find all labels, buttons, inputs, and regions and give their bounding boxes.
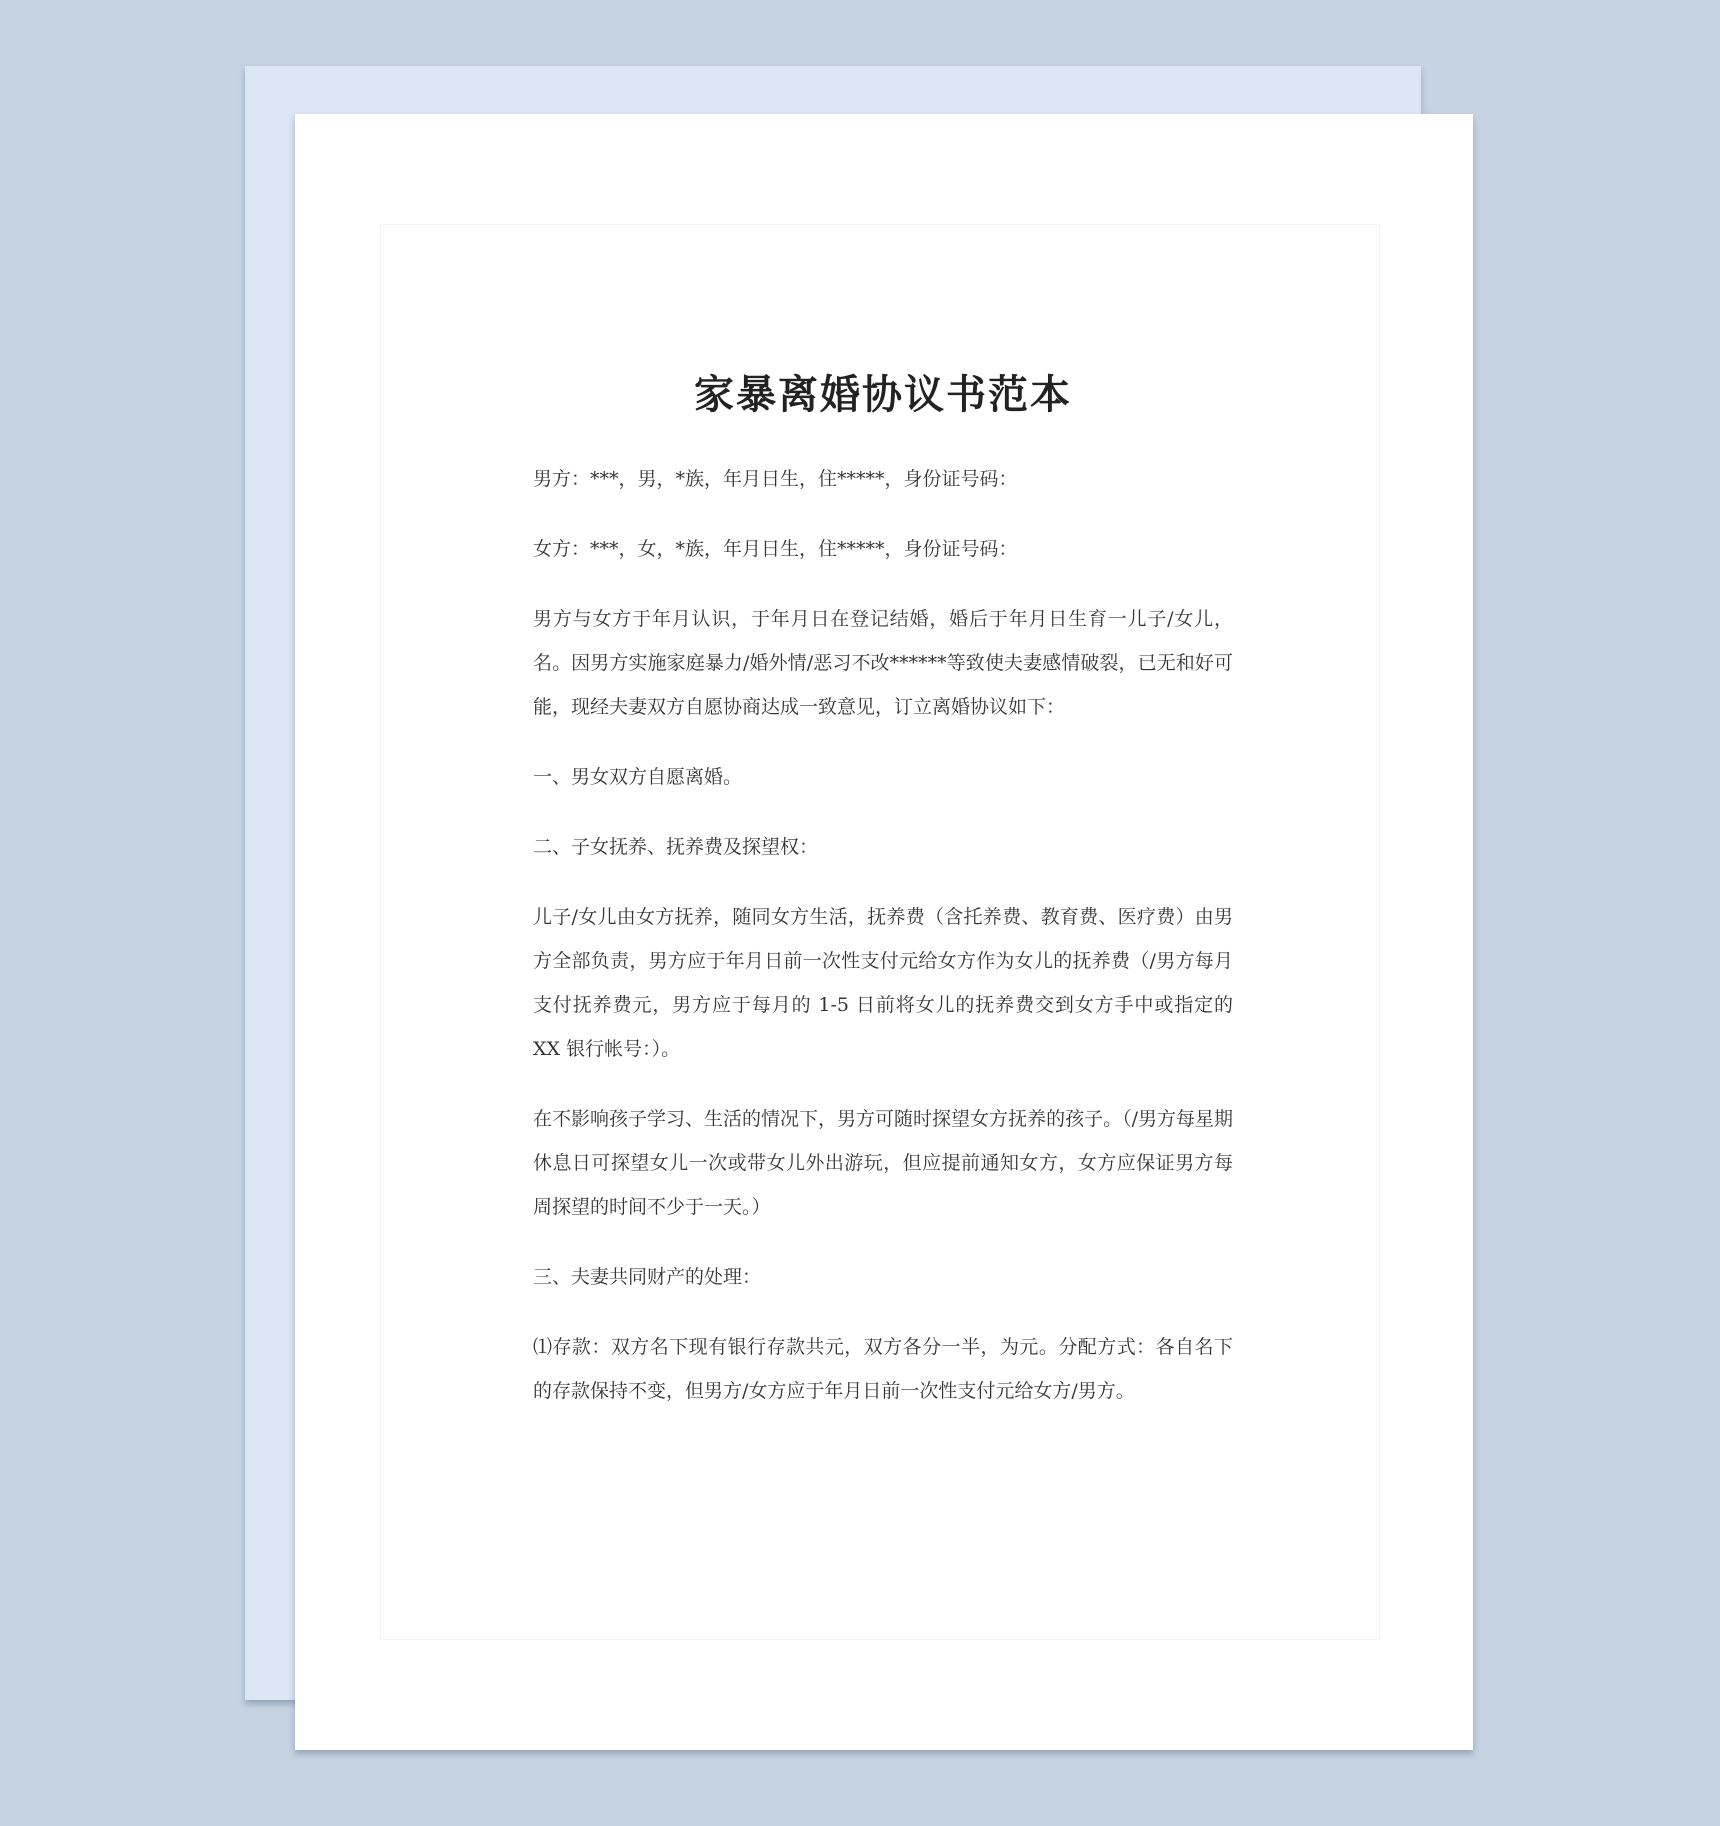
paragraph-clause-3-heading: 三、夫妻共同财产的处理： bbox=[533, 1266, 762, 1288]
document-content bbox=[533, 369, 1233, 1439]
document-title: 家暴离婚协议书范本 bbox=[694, 371, 1072, 418]
paragraph-child-support: 儿子/女儿由女方抚养，随同女方生活，抚养费（含托养费、教育费、医疗费）由男方全部负责，男方应于年月日前一次性支付元给女方作为女儿的抚养费（/男方每月支付抚养费元，男方应于每月的 1-5 日前将女儿的抚养费交到女方手中或指定的 XX 银行帐号：）。 bbox=[533, 906, 1233, 1060]
document-page bbox=[295, 114, 1473, 1750]
paragraph-husband-info: 男方：***，男，*族，年月日生，住*****，身份证号码： bbox=[533, 468, 1018, 490]
paragraph-visitation: 在不影响孩子学习、生活的情况下，男方可随时探望女方抚养的孩子。（/男方每星期休息日可探望女儿一次或带女儿外出游玩，但应提前通知女方，女方应保证男方每周探望的时间不少于一天。） bbox=[533, 1108, 1233, 1218]
paragraph-background: 男方与女方于年月认识，于年月日在登记结婚，婚后于年月日生育一儿子/女儿，名。因男方实施家庭暴力/婚外情/恶习不改******等致使夫妻感情破裂，已无和好可能，现经夫妻双方自愿协商达成一致意见，订立离婚协议如下： bbox=[533, 608, 1233, 718]
paragraph-clause-2-heading: 二、子女抚养、抚养费及探望权： bbox=[533, 836, 819, 858]
paragraph-wife-info: 女方：***，女，*族，年月日生，住*****，身份证号码： bbox=[533, 538, 1018, 560]
paragraph-clause-1: 一、男女双方自愿离婚。 bbox=[533, 766, 743, 788]
paragraph-savings: ⑴存款：双方名下现有银行存款共元，双方各分一半，为元。分配方式：各自名下的存款保持不变，但男方/女方应于年月日前一次性支付元给女方/男方。 bbox=[533, 1336, 1233, 1402]
